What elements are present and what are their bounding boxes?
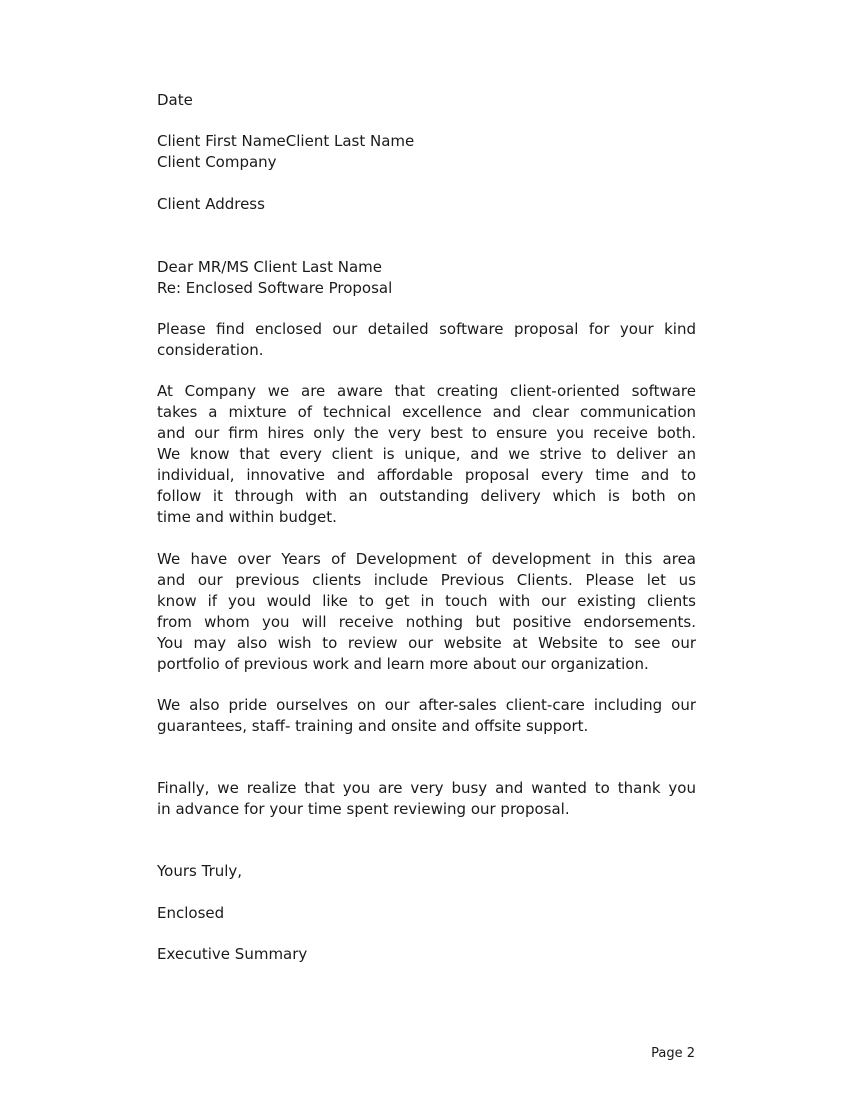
- paragraph-line: Finally, we realize that you are very busy and wanted to thank you: [157, 779, 696, 797]
- paragraph-line: guarantees, staff- training and onsite and offsite support.: [157, 717, 589, 735]
- paragraph-line: follow it through with an outstanding delivery which is both on: [157, 487, 696, 505]
- paragraph-line: from whom you will receive nothing but positive endorsements.: [157, 613, 696, 631]
- salutation: Dear MR/MS Client Last Name: [157, 258, 383, 276]
- paragraph-line: We have over Years of Development of development in this area: [157, 550, 696, 568]
- client-address-block: [157, 131, 696, 173]
- paragraph: [157, 319, 696, 361]
- executive-summary-label: Executive Summary: [157, 945, 308, 963]
- paragraph-line: We also pride ourselves on our after-sales client-care including our: [157, 696, 696, 714]
- salutation-block: [157, 257, 696, 299]
- subject-line: Re: Enclosed Software Proposal: [157, 279, 393, 297]
- client-company: Client Company: [157, 153, 277, 171]
- paragraph: [157, 695, 696, 737]
- paragraph: [157, 549, 696, 675]
- paragraph-line: consideration.: [157, 341, 264, 359]
- paragraph-line: At Company we are aware that creating client-oriented software: [157, 382, 696, 400]
- date: Date: [157, 91, 193, 109]
- paragraph-line: know if you would like to get in touch with our existing clients: [157, 592, 696, 610]
- paragraph-line: and our firm hires only the very best to ensure you receive both.: [157, 424, 696, 442]
- enclosed-label: Enclosed: [157, 904, 225, 922]
- closing: Yours Truly,: [157, 862, 243, 880]
- paragraph: [157, 381, 696, 528]
- paragraph-line: We know that every client is unique, and we strive to deliver an: [157, 445, 696, 463]
- paragraph-line: time and within budget.: [157, 508, 337, 526]
- paragraph-line: in advance for your time spent reviewing our proposal.: [157, 800, 570, 818]
- paragraph-line: portfolio of previous work and learn more about our organization.: [157, 655, 649, 673]
- client-name: Client First NameClient Last Name: [157, 132, 415, 150]
- paragraph-line: takes a mixture of technical excellence and clear communication: [157, 403, 696, 421]
- paragraph-line: You may also wish to review our website at Website to see our: [157, 634, 696, 652]
- page-number: Page 2: [651, 1046, 695, 1061]
- paragraph-line: individual, innovative and affordable proposal every time and to: [157, 466, 696, 484]
- paragraph-line: Please find enclosed our detailed software proposal for your kind: [157, 320, 696, 338]
- client-address: Client Address: [157, 195, 265, 213]
- paragraph: [157, 778, 696, 820]
- paragraph-line: and our previous clients include Previous Clients. Please let us: [157, 571, 696, 589]
